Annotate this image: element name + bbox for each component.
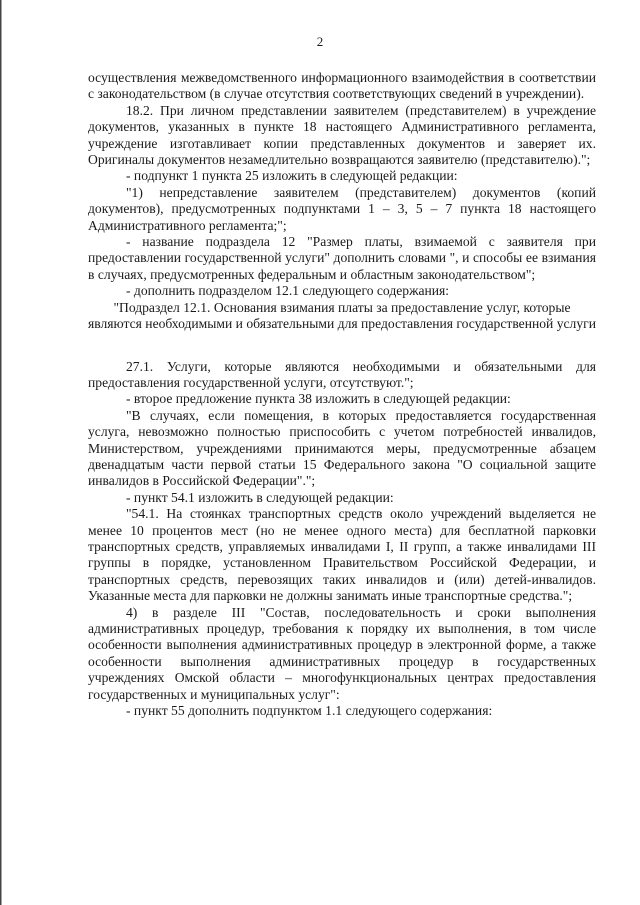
paragraph: - подпункт 1 пункта 25 изложить в следующей редакции:	[126, 168, 458, 184]
paragraph: 4) в разделе III "Состав, последовательность и сроки выполнения административных процедур, требования к порядку их выполнения, в том числе особенности выполнения административных процедур в электронной форме, а также особенности выполнения административных процедур в государственных учреждениях Омской области – многофункциональных центрах предоставления государственных и муниципальных услуг":	[88, 604, 596, 702]
paragraph: 18.2. При личном представлении заявителем (представителем) в учреждение документов, указанных в пункте 18 настоящего Административного регламента, учреждение изготавливает копии представленных документов и заверяет их. Оригиналы документов незамедлительно возвращаются заявителю (представителю).";	[88, 102, 596, 168]
paragraph: "В случаях, если помещения, в которых предоставляется государственная услуга, невозможно полностью приспособить с учетом потребностей инвалидов, Министерством, учреждениями принимаются меры, предусмотренные абзацем двенадцатым части первой статьи 15 Федерального закона "О социальной защите инвалидов в Российской Федерации".";	[88, 407, 596, 489]
paragraph: "1) непредставление заявителем (представителем) документов (копий документов), предусмотренных подпунктами 1 – 3, 5 – 7 пункта 18 настоящего Административного регламента;";	[88, 184, 596, 233]
paragraph: - дополнить подразделом 12.1 следующего содержания:	[126, 283, 450, 299]
paragraph: "54.1. На стоянках транспортных средств около учреждений выделяется не менее 10 процентов мест (но не менее одного места) для бесплатной парковки транспортных средств, управляемых инвалидами I, II групп, а также инвалидами III группы в порядке, установленном Правительством Российской Федерации, и транспортных средств, перевозящих таких инвалидов и (или) детей-инвалидов. Указанные места для парковки не должны занимать иные транспортные средства.";	[88, 506, 596, 604]
page-edge	[0, 0, 4, 905]
paragraph: - второе предложение пункта 38 изложить в следующей редакции:	[126, 391, 511, 407]
paragraph: осуществления межведомственного информационного взаимодействия в соответствии с законодательством (в случае отсутствия соответствующих сведений в учреждении).	[88, 70, 596, 102]
document-body	[88, 70, 596, 719]
paragraph: 27.1. Услуги, которые являются необходимыми и обязательными для предоставления государственной услуги, отсутствуют.";	[88, 358, 596, 390]
page-number: 2	[316, 34, 324, 49]
section-heading: "Подраздел 12.1. Основания взимания платы за предоставление услуг, которые являются необходимыми и обязательными для предоставления государственной услуги	[88, 299, 596, 332]
paragraph: - название подраздела 12 "Размер платы, взимаемой с заявителя при предоставлении государственной услуги" дополнить словами ", и способы ее взимания в случаях, предусмотренных федеральным и областным законодательством";	[88, 234, 596, 282]
spacer	[88, 333, 596, 359]
paragraph: - пункт 54.1 изложить в следующей редакции:	[126, 489, 394, 505]
paragraph: - пункт 55 дополнить подпунктом 1.1 следующего содержания:	[126, 703, 493, 719]
